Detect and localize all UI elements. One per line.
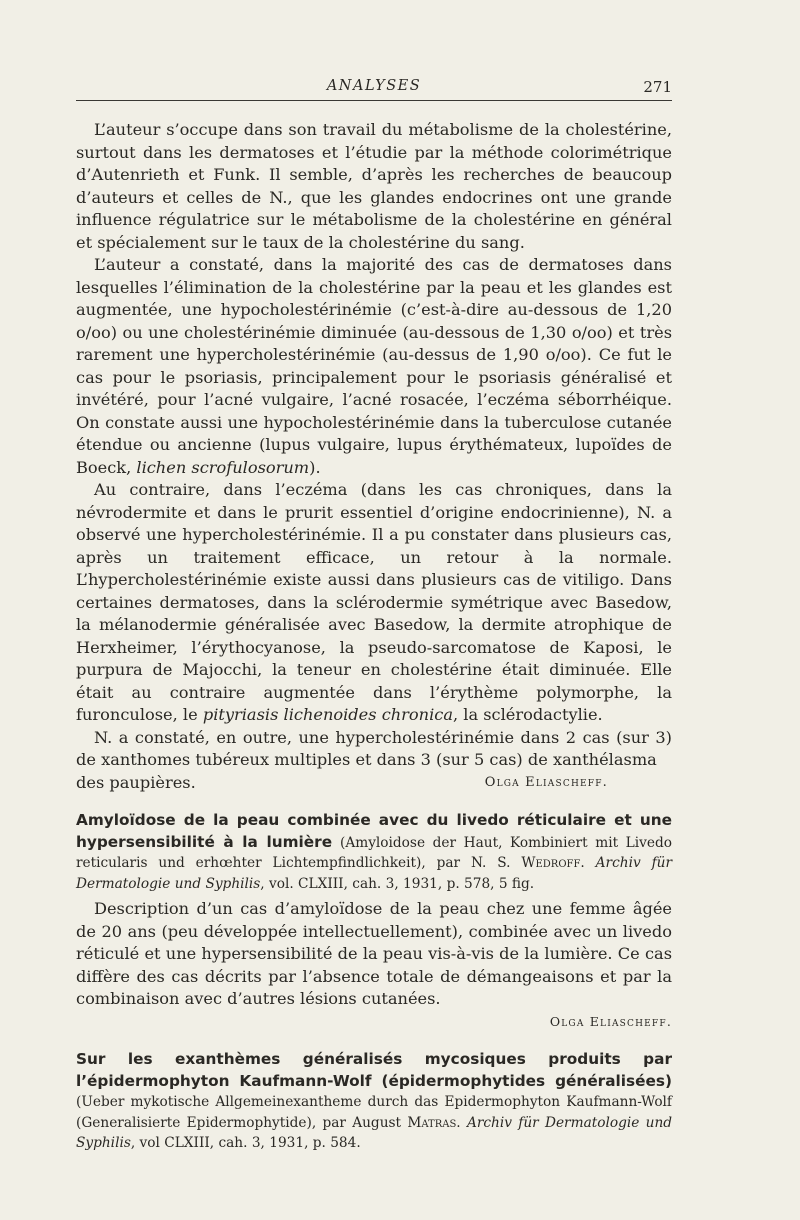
review2-title: Amyloïdose de la peau combinée avec du livedo réticulaire et une hypersensibilité à la lumière [76, 811, 672, 851]
review3-reference: , vol CLXIII, cah. 3, 1931, p. 584. [130, 1135, 361, 1151]
header-rule [76, 100, 672, 101]
review3-original-title: (Ueber mykotische Allgemeinexantheme durch das Epidermophyton Kaufmann-Wolf (Generalisierte Epidermophytide), par August [76, 1094, 672, 1131]
review1-paragraph-3 [76, 479, 672, 727]
review2-signature: Olga Eliascheff. [549, 1013, 672, 1029]
review1-p2-text: L’auteur a constaté, dans la majorité des cas de dermatoses dans lesquelles l’élimination de la cholestérine par la peau et les glandes est augmentée, une hypocholestérinémie (c’est-à-dire au-dessous de 1,20 o/oo) ou une cholestérinémie diminuée (au-dessous de 1,30 o/oo) et très rarement une hypercholestérinémie (au-dessus de 1,90 o/oo). Ce fut le cas pour le psoriasis, principalement pour le psoriasis généralisé et invétéré, pour l’acné vulgaire, l’acné rosacée, l’eczéma séborrhéique. On constate aussi une hypocholestérinémie dans la tuberculose cutanée étendue ou ancienne (lupus vulgaire, lupus érythémateux, lupoïdes de Boeck, [76, 255, 672, 477]
review3-author: Matras [407, 1114, 457, 1131]
review1-p3-end: , la sclérodactylie. [452, 705, 603, 724]
review2-body: Description d’un cas d’amyloïdose de la peau chez une femme âgée de 20 ans (peu développée intellectuellement), combinée avec un livedo réticulé et une hypersensibilité de la peau vis-à-vis de la lumière. Ce cas diffère des cas décrits par l’absence totale de démangeaisons et par la combinaison avec d’autres lésions cutanées. [76, 899, 672, 1008]
review2-original-title: (Amyloidose der Haut, Kombiniert mit Livedo reticularis und erhœhter Lichtempfindlichkeit), par N. S. [76, 834, 672, 871]
review1-p3-italic: pityriasis lichenoides chronica [202, 705, 453, 724]
running-head [76, 78, 672, 100]
review1-paragraph-1: L’auteur s’occupe dans son travail du métabolisme de la cholestérine, surtout dans les dermatoses et l’étudie par la méthode colorimétrique d’Autenrieth et Funk. Il semble, d’après les recherches de beaucoup d’auteurs et celles de N., que les glandes endocrines ont une grande influence régulatrice sur le métabolisme de la cholestérine en général et spécialement sur le taux de la cholestérine du sang. [76, 120, 672, 252]
review3-title: Sur les exanthèmes généralisés mycosiques produits par l’épidermophyton Kaufmann-Wolf (épidermophytides généralisées) [76, 1050, 672, 1090]
review3-journal: Archiv für Dermatologie und Syphilis [76, 1114, 673, 1151]
review1-signature: Olga Eliascheff. [484, 774, 608, 790]
review1-p3-text: Au contraire, dans l’eczéma (dans les cas chroniques, dans la névrodermite et dans le prurit essentiel d’origine endocrinienne), N. a observé une hypercholestérinémie. Il a pu constater dans plusieurs cas, après un traitement efficace, un retour à la normale. L’hypercholestérinémie existe aussi dans plusieurs cas de vitiligo. Dans certaines dermatoses, dans la sclérodermie symétrique avec Basedow, la mélanodermie généralisée avec Basedow, la dermite atrophique de Herxheimer, l’érythocyanose, la pseudo-sarcomatose de Kaposi, le purpura de Majocchi, la teneur en cholestérine était diminuée. Elle était au contraire augmentée dans l’érythème polymorphe, la furonculose, le [76, 480, 672, 724]
review1-p4-last: des paupières. [76, 772, 196, 792]
document-page [76, 78, 672, 1154]
page-number: 271 [643, 78, 672, 96]
review2-reference: , vol. CLXIII, cah. 3, 1931, p. 578, 5 fig. [260, 875, 535, 892]
review1-p2-end: ). [309, 457, 321, 477]
review1-paragraph-2 [76, 254, 672, 479]
review1-last-line [76, 772, 672, 795]
running-title: ANALYSES [326, 78, 422, 94]
review3-heading: Sur les exanthèmes généralisés mycosiques produits par l’épidermophyton Kaufmann-Wolf (épidermophytides généralisées) (Ueber mykotische Allgemeinexantheme durch das Epidermophyton Kaufmann-Wolf (Generalisierte Epidermophytide), par August Matras. Archiv für Dermatologie und Syphilis, vol CLXIII, cah. 3, 1931, p. 584. [76, 1050, 673, 1151]
review1-paragraph-4: N. a constaté, en outre, une hypercholestérinémie dans 2 cas (sur 3) de xanthomes tubéreux multiples et dans 3 (sur 5 cas) de xanthélasma [76, 727, 672, 769]
review2-author: Wedroff [521, 855, 581, 871]
review2-heading: Amyloïdose de la peau combinée avec du livedo réticulaire et une hypersensibilité à la lumière (Amyloidose der Haut, Kombiniert mit Livedo reticularis und erhœhter Lichtempfindlichkeit), par N. S. Wedroff. Archiv für Dermatologie und Syphilis, vol. CLXIII, cah. 3, 1931, p. 578, 5 fig. [76, 811, 673, 892]
review1-p2-italic: lichen scrofulosorum [136, 457, 310, 477]
review2-journal: Archiv für Dermatologie und Syphilis [76, 855, 673, 892]
